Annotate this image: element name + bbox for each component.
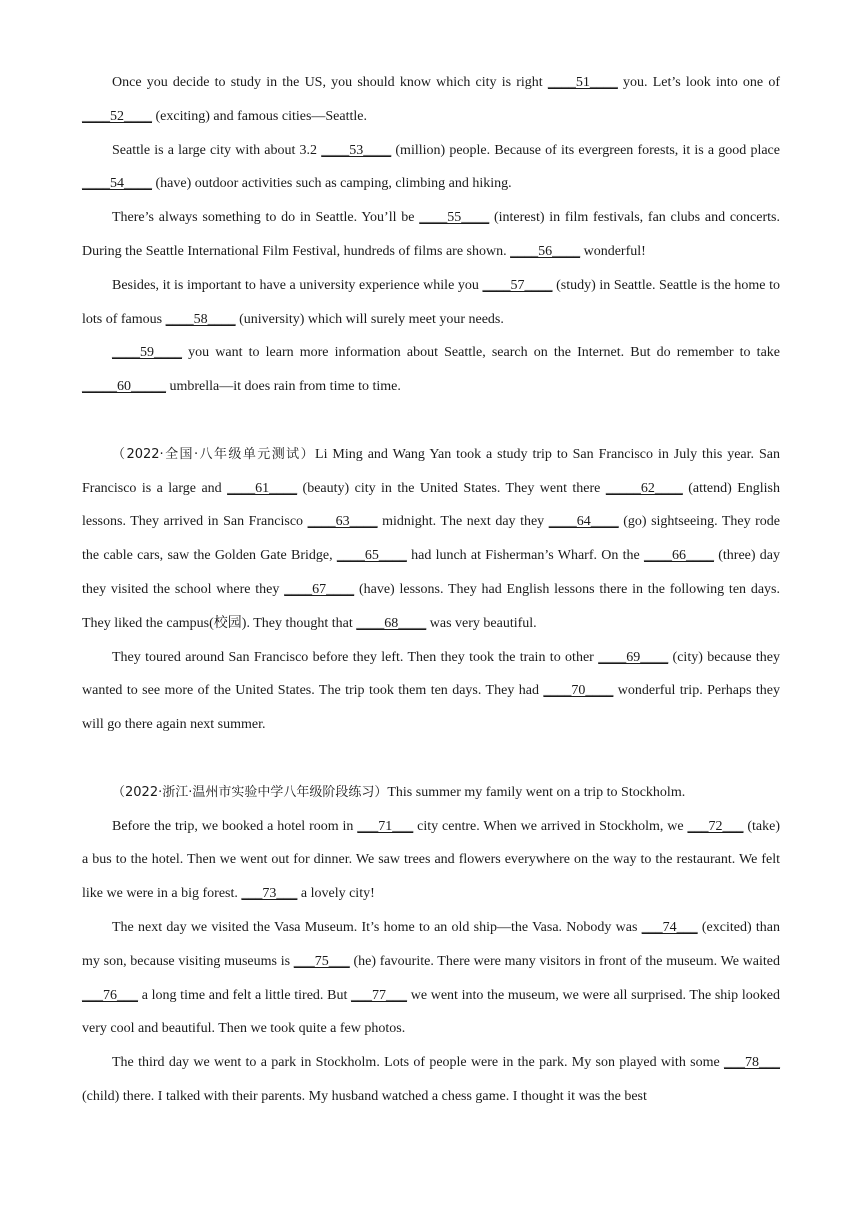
answer-blank[interactable]: ____67____ — [284, 581, 355, 597]
source-tag: （2022·全国·八年级单元测试） — [112, 446, 316, 462]
passage — [82, 66, 780, 404]
text-run: city centre. When we arrived in Stockholm, we — [413, 818, 688, 834]
text-run: Before the trip, we booked a hotel room in — [112, 818, 358, 834]
text-run: (go) sightseeing. They rode the cable cars, saw the Golden Gate Bridge, — [82, 514, 780, 564]
text-run: wonderful! — [580, 243, 646, 259]
answer-blank[interactable]: ___71___ — [357, 818, 414, 834]
answer-blank[interactable]: ____65____ — [336, 548, 407, 564]
passage — [82, 776, 780, 1114]
text-run: (take) a bus to the hotel. Then we went out for dinner. We saw trees and flowers everywhere on the way to the restaurant. We felt like we were in a big forest. — [82, 818, 780, 902]
passage-gap — [82, 742, 780, 776]
text-run: a long time and felt a little tired. But — [138, 987, 352, 1003]
text-run: This summer my family went on a trip to Stockholm. — [387, 784, 686, 800]
text-run: The next day we visited the Vasa Museum. It’s home to an old ship—the Vasa. Nobody was — [112, 919, 642, 935]
text-run: wonderful trip. Perhaps they will go there again next summer. — [82, 683, 780, 733]
text-run: (child) there. I talked with their parents. My husband watched a chess game. I thought it was the best — [82, 1088, 647, 1104]
paragraph — [82, 1046, 780, 1114]
text-run: Li Ming and Wang Yan took a study trip to San Francisco in July this year. San Francisco is a large and — [82, 446, 780, 496]
text-run: was very beautiful. — [426, 615, 537, 631]
text-run: Seattle is a large city with about 3.2 — [112, 142, 322, 158]
paragraph — [82, 269, 780, 337]
answer-blank[interactable]: ___75___ — [293, 953, 350, 969]
passage-gap — [82, 404, 780, 438]
text-run: (excited) than my son, because visiting museums is — [82, 919, 780, 969]
answer-blank[interactable]: ____52____ — [82, 108, 152, 124]
paragraph — [82, 641, 780, 742]
answer-blank[interactable]: _____62____ — [605, 480, 683, 496]
paragraph — [82, 776, 780, 810]
paragraph — [82, 810, 780, 911]
paragraph — [82, 134, 780, 202]
text-run: There’s always something to do in Seattle. You’ll be — [112, 210, 420, 226]
text-run: we went into the museum, we were all surprised. The ship looked very cool and beautiful. Then we took quite a few photos. — [82, 987, 780, 1037]
answer-blank[interactable]: ____53____ — [321, 142, 392, 158]
answer-blank[interactable]: ___76___ — [82, 987, 138, 1003]
answer-blank[interactable]: ___73___ — [241, 886, 298, 902]
text-run: (beauty) city in the United States. They went there — [297, 480, 606, 496]
document-page — [82, 66, 780, 1114]
text-run: had lunch at Fisherman’s Wharf. On the — [406, 548, 644, 564]
answer-blank[interactable]: ____56____ — [510, 243, 581, 259]
text-run: (have) outdoor activities such as camping, climbing and hiking. — [152, 176, 512, 192]
text-run: (three) day they visited the school where they — [82, 548, 780, 597]
text-run: They toured around San Francisco before they left. Then they took the train to other — [112, 649, 599, 665]
text-run: midnight. The next day they — [377, 514, 549, 530]
text-run: umbrella—it does rain from time to time. — [166, 379, 401, 395]
paragraph — [82, 201, 780, 269]
passage — [82, 438, 780, 742]
answer-blank[interactable]: ___74___ — [641, 919, 698, 935]
answer-blank[interactable]: ____51____ — [547, 75, 618, 90]
text-run: (exciting) and famous cities—Seattle. — [152, 108, 367, 124]
answer-blank[interactable]: ___78___ — [724, 1055, 780, 1071]
text-run: (city) because they wanted to see more of the United States. The trip took them ten days. They had — [82, 649, 780, 699]
answer-blank[interactable]: ____66____ — [643, 548, 714, 564]
text-run: a lovely city! — [297, 886, 375, 902]
text-run: (study) in Seattle. Seattle is the home to lots of famous — [82, 277, 780, 327]
text-run: you. Let’s look into one of — [617, 75, 780, 90]
answer-blank[interactable]: ____55____ — [419, 210, 490, 226]
answer-blank[interactable]: ___77___ — [351, 987, 408, 1003]
answer-blank[interactable]: ____63____ — [307, 514, 378, 530]
answer-blank[interactable]: ____69____ — [598, 649, 669, 665]
answer-blank[interactable]: ____58____ — [165, 311, 236, 327]
text-run: (interest) in film festivals, fan clubs and concerts. During the Seattle International Film Festival, hundreds of films are shown. — [82, 210, 780, 259]
paragraph — [82, 911, 780, 1046]
answer-blank[interactable]: ____70____ — [543, 683, 614, 699]
answer-blank[interactable]: ____61____ — [227, 480, 298, 496]
text-run: you want to learn more information about Seattle, search on the Internet. But do remember to take — [182, 345, 780, 361]
answer-blank[interactable]: ____57____ — [482, 277, 553, 293]
answer-blank[interactable]: ____54____ — [82, 176, 152, 192]
answer-blank[interactable]: ____68____ — [356, 615, 427, 631]
source-tag: （2022·浙江·温州市实验中学八年级阶段练习） — [112, 784, 388, 800]
text-run: (university) which will surely meet your needs. — [235, 311, 504, 327]
answer-blank[interactable]: ____64____ — [548, 514, 619, 530]
text-run: (attend) English lessons. They arrived in San Francisco — [82, 480, 780, 530]
text-run: (he) favourite. There were many visitors in front of the museum. We waited — [349, 953, 780, 969]
text-run: The third day we went to a park in Stockholm. Lots of people were in the park. My son played with some — [112, 1055, 724, 1071]
text-run: (million) people. Because of its evergreen forests, it is a good place — [391, 142, 780, 158]
paragraph — [82, 438, 780, 641]
answer-blank[interactable]: _____60_____ — [82, 379, 166, 395]
paragraph — [82, 66, 780, 134]
text-run: Besides, it is important to have a university experience while you — [112, 277, 483, 293]
paragraph — [82, 336, 780, 404]
answer-blank[interactable]: ____59____ — [112, 345, 182, 361]
text-run: (have) lessons. They had English lessons there in the following ten days. They liked the campus(校园). They thought that — [82, 581, 780, 631]
answer-blank[interactable]: ___72___ — [687, 818, 744, 834]
text-run: Once you decide to study in the US, you should know which city is right — [112, 75, 548, 90]
